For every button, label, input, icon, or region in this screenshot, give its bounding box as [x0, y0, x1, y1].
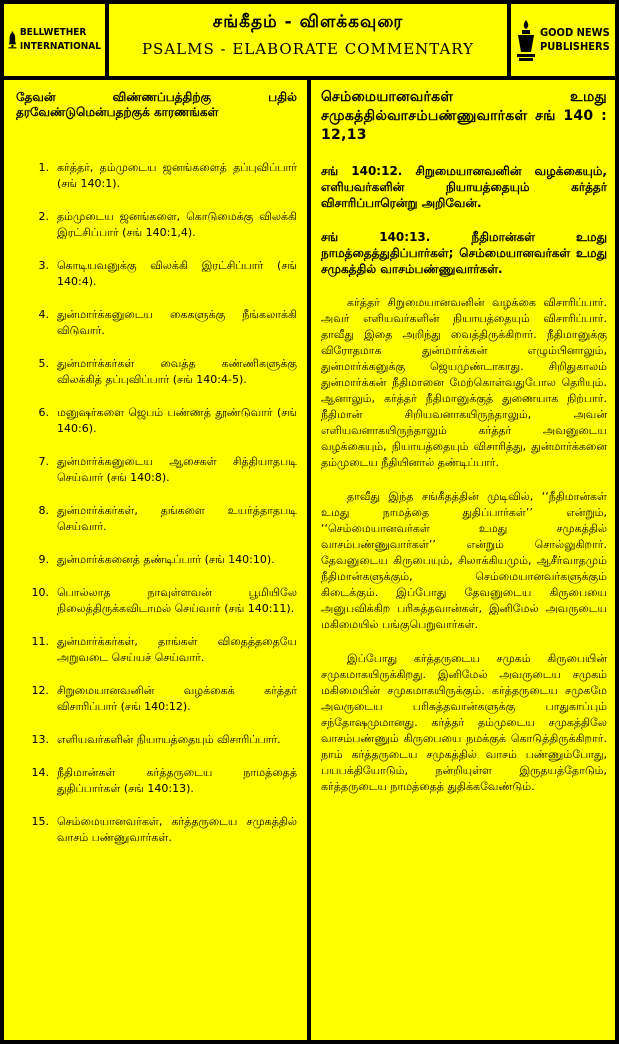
reason-text: துன்மார்க்கர்கள், தங்களை உயர்த்தாதபடி செய்வார். [57, 504, 297, 533]
verse-13: சங் 140:13. நீதிமான்கள் உமது நாமத்தைத்துதிப்பார்கள்; செம்மையானவர்கள் உமது சமுகத்தில் வாசம்பண்ணுவார்கள். [321, 230, 607, 276]
reason-text: சிறுமையானவனின் வழக்கைக் கர்த்தர் விசாரிப்பார் (சங் 140:12). [57, 684, 297, 713]
reason-number: 7. [38, 455, 49, 468]
logo-left-line1: BELLWETHER [19, 27, 87, 38]
page-header [109, 4, 507, 76]
reason-item [16, 307, 297, 339]
reason-item [16, 258, 297, 290]
reason-text: நீதிமான்கள் கர்த்தருடைய நாமத்தைத் துதிப்பார்கள் (சங் 140:13). [57, 766, 297, 795]
reason-number: 14. [31, 766, 49, 779]
reason-number: 8. [38, 504, 49, 517]
reason-text: துன்மார்க்கனுடைய கைகளுக்கு நீங்கலாக்கி விடுவார். [57, 308, 297, 337]
bellwether-logo [4, 4, 105, 76]
reason-item [16, 503, 297, 535]
commentary-column [311, 80, 615, 1040]
reason-item [16, 683, 297, 715]
commentary-paragraph-2: தாவீது இந்த சங்கீதத்தின் முடிவில், ‘‘நீதிமான்கள் உமது நாமத்தை துதிப்பார்கள்’’ என்றும், ‘‘செம்மையானவர்கள் உமது சமுகத்தில் வாசம்பண்ணுவார்கள்’’ என்றும் சொல்லுகிறார். தேவனுடைய கிருபையும், சிலாக்கியமும், ஆசீர்வாதமும் நீதிமான்களுக்கும், செம்மையானவர்களுக்கும் கிடைக்கும். இப்போது தேவனுடைய கிருபையை அனுபவிக்கிற பரிசுத்தவான்கள், இனிமேல் அவருடைய மகிமையில் பங்குபெறுவார்கள். [321, 490, 607, 631]
reasons-column [4, 80, 307, 1040]
reason-text: தம்முடைய ஜனங்களை, கொடுமைக்கு விலக்கி இரட்சிப்பார் (சங் 140:1,4). [57, 210, 297, 239]
reasons-heading: தேவன் விண்ணப்பத்திற்கு பதில் தரவேண்டுமென்பதற்குக் காரணங்கள் [16, 90, 297, 119]
reason-text: துன்மார்க்கர்கள், தாங்கள் விதைத்ததையே அறுவடை செய்யச் செய்வார். [57, 635, 297, 664]
reason-text: எளியவர்களின் நியாயத்தையும் விசாரிப்பார். [57, 733, 281, 746]
reason-item [16, 634, 297, 666]
reason-text: துன்மார்க்கனுடைய ஆசைகள் சித்தியாதபடி செய்வார் (சங் 140:8). [57, 455, 297, 484]
reason-text: மனுஷர்களை ஜெபம் பண்ணத் தூண்டுவார் (சங் 140:6). [57, 406, 297, 435]
reason-number: 2. [38, 210, 49, 223]
reason-text: பொல்லாத நாவுள்ளவன் பூமியிலே நிலைத்திருக்கவிடாமல் செய்வார் (சங் 140:11). [57, 586, 297, 615]
logo-left-line2: INTERNATIONAL [19, 41, 101, 52]
reason-item [16, 765, 297, 797]
reason-number: 10. [31, 586, 49, 599]
reason-item [16, 209, 297, 241]
page-title: சங்கீதம் - விளக்கவுரை [212, 12, 404, 32]
reason-item [16, 585, 297, 617]
commentary-heading: செம்மையானவர்கள் உமது சமுகத்தில்வாசம்பண்ணுவார்கள் சங் 140 : 12,13 [321, 89, 607, 143]
reason-number: 15. [31, 815, 49, 828]
reason-number: 3. [38, 259, 49, 272]
reason-text: கொடியவனுக்கு விலக்கி இரட்சிப்பார் (சங் 140:4). [57, 259, 297, 288]
reason-item [16, 814, 297, 846]
reason-item [16, 552, 297, 568]
reason-text: கர்த்தர், தம்முடைய ஜனங்களைத் தப்புவிப்பார் (சங் 140:1). [57, 161, 297, 190]
reason-number: 1. [38, 161, 49, 174]
logo-right-line2: PUBLISHERS [540, 40, 610, 53]
reason-text: செம்மையானவர்கள், கர்த்தருடைய சமுகத்தில் வாசம் பண்ணுவார்கள். [57, 815, 297, 844]
reason-number: 12. [31, 684, 49, 697]
reason-number: 6. [38, 406, 49, 419]
reason-item [16, 405, 297, 437]
reason-item [16, 732, 297, 748]
reason-number: 13. [31, 733, 49, 746]
reason-text: துன்மார்க்கனைத் தண்டிப்பார் (சங் 140:10). [57, 553, 275, 566]
commentary-paragraph-1: கர்த்தர் சிறுமையானவனின் வழக்கை விசாரிப்பார். அவர் எளியவர்களின் நியாயத்தையும் விசாரிப்பார். தாவீது இதை அறிந்து வைத்திருக்கிறார். நீதிமானுக்கு விரோதமாக துன்மார்க்கன் எழும்பினாலும், துன்மார்க்கனுக்கு ஜெயமுண்டாகாது. சிறிதுகாலம் துன்மார்க்கன் நீதிமானை மேற்கொள்வதுபோல தெரியும். ஆனாலும், கர்த்தர் நீதிமானுக்குத் துணையாக நிற்பார். நீதிமான் சிறியவனாகயிருந்தாலும், அவன் எளியவனாகயிருந்தாலும் கர்த்தர் அவனுடைய வழக்கையும், நியாயத்தையும் விசாரித்து, துன்மார்க்கனை தம்முடைய நீதியினால் தண்டிப்பார். [321, 296, 607, 469]
reason-number: 5. [38, 357, 49, 370]
reason-number: 9. [38, 553, 49, 566]
commentary-paragraph-3: இப்போது கர்த்தருடைய சமுகம் கிருபையின் சமுகமாகயிருக்கிறது. இனிமேல் அவருடைய சமுகம் மகிமையின் சமுகமாகயிருக்கும். கர்த்தருடைய சமுகமே அவருடைய பரிசுத்தவான்களுக்கு பாதுகாப்பும் சந்தோஷமுமானது. கர்த்தர் தம்முடைய சமுகத்திலே வாசம்பண்ணும் கிருபையை நமக்குக் கொடுத்திருக்கிறார். நாம் கர்த்தருடைய சமுகத்தில் வாசம் பண்ணும்போது, பயபக்தியோடும், நன்றியுள்ள இருதயத்தோடும், கர்த்தருடைய நாமத்தைத் துதிக்கவேண்டும். [321, 652, 607, 793]
reason-number: 11. [31, 635, 49, 648]
reason-item [16, 356, 297, 388]
lamp-icon [515, 18, 537, 62]
reasons-list [16, 160, 297, 846]
reason-item [16, 160, 297, 192]
good-news-logo [511, 4, 615, 76]
reason-number: 4. [38, 308, 49, 321]
page-subtitle: PSALMS - ELABORATE COMMENTARY [141, 40, 475, 58]
reason-text: துன்மார்க்கர்கள் வைத்த கண்ணிகளுக்கு விலக்கித் தப்புவிப்பார் (சங் 140:4-5). [57, 357, 297, 386]
logo-right-line1: GOOD NEWS [540, 26, 610, 39]
verse-12: சங் 140:12. சிறுமையானவனின் வழக்கையும், எளியவர்களின் நியாயத்தையும் கர்த்தர் விசாரிப்பாரென்று அறிவேன். [321, 164, 607, 210]
reason-item [16, 454, 297, 486]
bell-icon [8, 18, 17, 62]
